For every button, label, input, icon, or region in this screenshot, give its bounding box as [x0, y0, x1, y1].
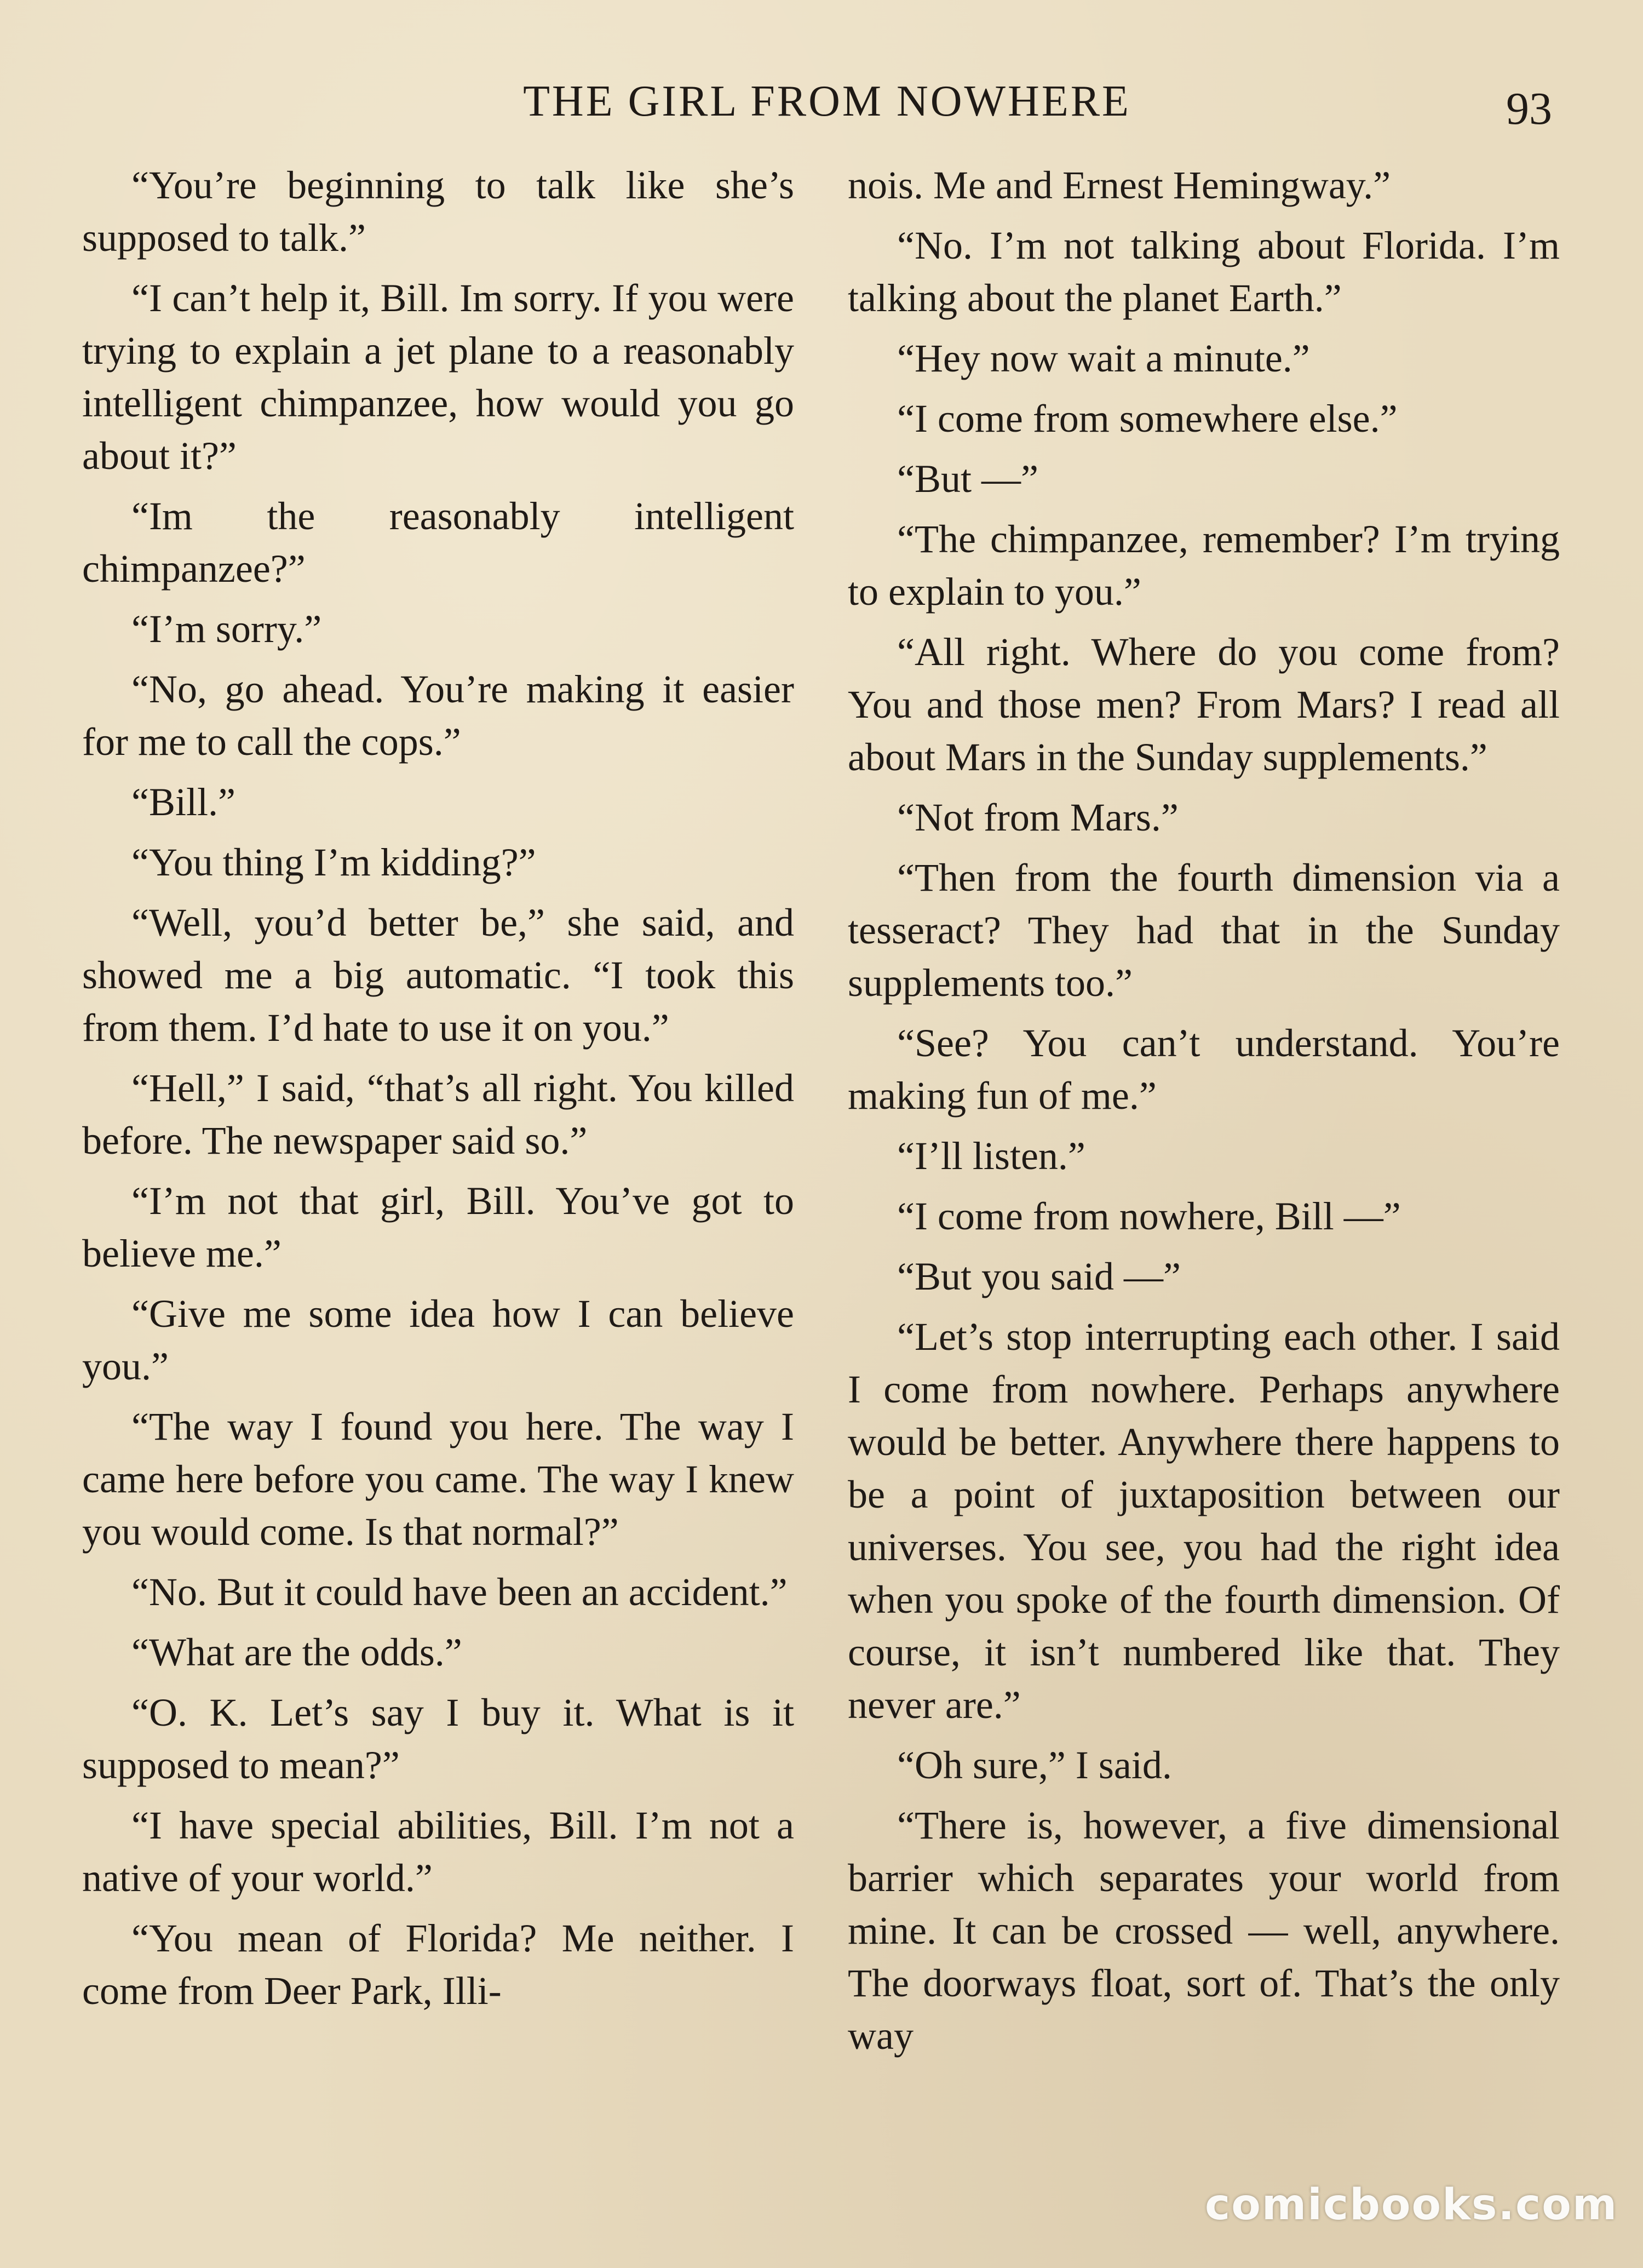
paragraph: “Give me some idea how I can believe you.” [82, 1292, 794, 1388]
paragraph: “The chimpanzee, remember? I’m trying to explain to you.” [848, 517, 1560, 614]
paragraph: “I can’t help it, Bill. Im sorry. If you were trying to explain a jet plane to a reasonably intelligent chimpanzee, how would you go about it?” [82, 276, 794, 478]
paragraph: “Hell,” I said, “that’s all right. You killed before. The newspaper said so.” [82, 1066, 794, 1162]
paragraph: “But —” [897, 457, 1038, 501]
running-header-title: THE GIRL FROM NOWHERE [523, 77, 1131, 125]
paragraph: “But you said —” [897, 1255, 1181, 1298]
paragraph: “There is, however, a five dimensional barrier which separates your world from mine. It can be crossed — well, anywhere. The doorways float, sort of. That’s the only way [848, 1803, 1560, 2058]
paragraph: “You thing I’m kidding?” [131, 840, 536, 884]
paragraph: “What are the odds.” [131, 1630, 462, 1674]
paragraph: “No, go ahead. You’re making it easier for me to call the cops.” [82, 667, 794, 764]
paragraph: “The way I found you here. The way I came here before you came. The way I knew you would come. Is that normal?” [82, 1405, 794, 1554]
paragraph: “O. K. Let’s say I buy it. What is it supposed to mean?” [82, 1691, 794, 1787]
paragraph: “I’m sorry.” [131, 607, 322, 651]
paragraph: “Then from the fourth dimension via a tesseract? They had that in the Sunday supplements too.” [848, 856, 1560, 1005]
left-text-column [82, 159, 794, 2025]
paragraph: “Let’s stop interrupting each other. I said I come from nowhere. Perhaps anywhere would be better. Anywhere there happens to be a point of juxtaposition between our universes. You see, you had the right idea when you spoke of the fourth dimension. Of course, it isn’t numbered like that. They never are.” [848, 1315, 1560, 1727]
right-text-column [848, 159, 1560, 2070]
paragraph: “I come from nowhere, Bill —” [897, 1194, 1401, 1238]
paragraph: “I’m not that girl, Bill. You’ve got to believe me.” [82, 1179, 794, 1275]
site-watermark: comicbooks.com [1205, 2180, 1618, 2230]
paragraph: “Im the reasonably intelligent chimpanzee?” [82, 494, 794, 591]
paragraph: “All right. Where do you come from? You and those men? From Mars? I read all about Mars in the Sunday supplements.” [848, 630, 1560, 779]
paragraph: “Well, you’d better be,” she said, and showed me a big automatic. “I took this from them. I’d hate to use it on you.” [82, 901, 794, 1050]
paragraph-continued: nois. Me and Ernest Hemingway.” [848, 163, 1391, 207]
paragraph: “You’re beginning to talk like she’s supposed to talk.” [82, 163, 794, 260]
paragraph: “Not from Mars.” [897, 795, 1179, 839]
paragraph: “Oh sure,” I said. [897, 1743, 1172, 1787]
paragraph: “I come from somewhere else.” [897, 397, 1398, 440]
paragraph: “I’ll listen.” [897, 1134, 1085, 1178]
paragraph: “Hey now wait a minute.” [897, 336, 1310, 380]
paragraph: “No. I’m not talking about Florida. I’m talking about the planet Earth.” [848, 224, 1560, 320]
paragraph: “See? You can’t understand. You’re making fun of me.” [848, 1021, 1560, 1118]
paragraph: “Bill.” [131, 780, 235, 824]
paragraph: “I have special abilities, Bill. I’m not a native of your world.” [82, 1803, 794, 1900]
paragraph: “No. But it could have been an accident.” [131, 1570, 788, 1614]
page-number: 93 [1506, 83, 1552, 134]
paragraph: “You mean of Florida? Me neither. I come from Deer Park, Illi- [82, 1916, 794, 2013]
